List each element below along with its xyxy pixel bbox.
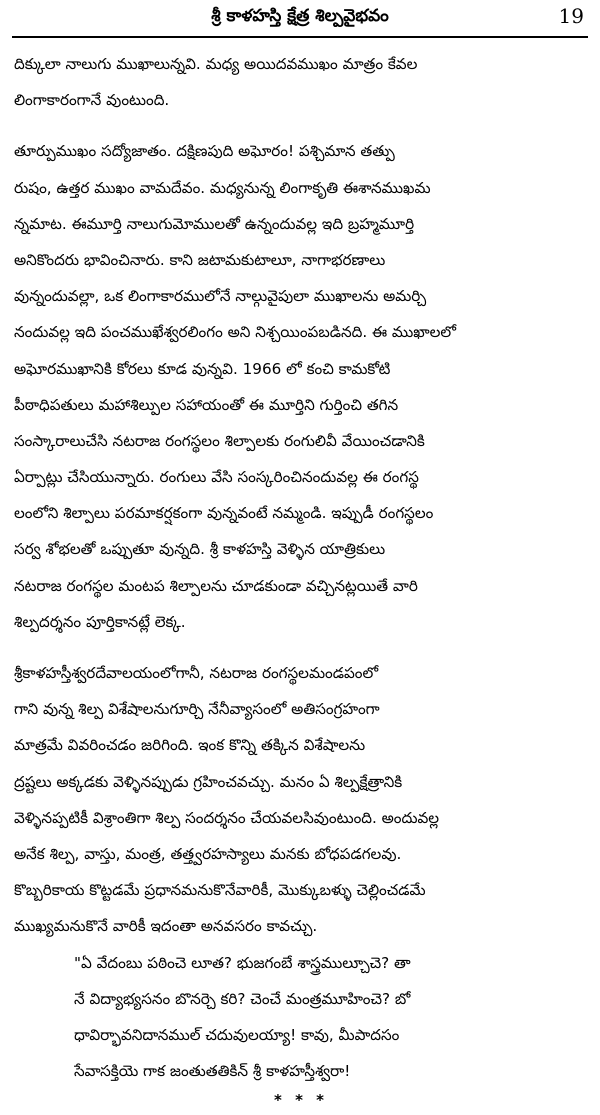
text-line: సర్వ శోభలతో ఒప్పుతూ వున్నది. శ్రీ కాళహస్తి వెళ్ళిన యాత్రికులు	[14, 540, 386, 559]
text-line: అనేక శిల్ప, వాస్తు, మంత్ర, తత్త్వరహస్యాలు మనకు బోధపడగలవు.	[14, 844, 402, 863]
text-line: ఏర్పాట్లు చేసియున్నారు. రంగులు వేసి సంస్కరించినందువల్ల ఈ రంగస్థ	[14, 468, 419, 487]
verse-line: సేవాసక్తియె గాక జంతుతతికిన్ శ్రీ కాళహస్తీశ్వరా!	[74, 1062, 351, 1081]
verse-line: "ఏ వేదంబు పఠించె లూత? భుజగంబే శాస్త్రముల్చూచె? తా	[74, 953, 411, 972]
paragraph-1	[14, 46, 588, 118]
text-line: లింగాకారంగానే వుంటుంది.	[14, 91, 170, 110]
paragraph-gap	[14, 640, 588, 655]
text-line: వున్నందువల్లా, ఒక లింగాకారములోనే నాల్గువైపులా ముఖాలను అమర్చి	[14, 287, 427, 306]
text-line: సంస్కారాలుచేసి నటరాజ రంగస్థలం శిల్పాలకు రంగులివీ వేయించడానికి	[14, 431, 425, 450]
text-line: లంలోని శిల్పాలు పరమాకర్షకంగా వున్నవంటే నమ్మండి. ఇప్పుడీ రంగస్థలం	[14, 504, 434, 523]
text-line: తూర్పుముఖం సద్యోజాతం. దక్షిణపుది అఘోరం! పశ్చిమాన తత్పు	[14, 142, 395, 161]
verse-line: నే విద్యాభ్యసనం బొనర్చె కరి? చెంచే మంత్రమూహించె? బో	[74, 989, 411, 1008]
paragraph-3	[14, 655, 588, 945]
text-line: నందువల్ల ఇది పంచముఖేశ్వరలింగం అని నిశ్చయింపబడినది. ఈ ముఖాలలో	[14, 323, 456, 342]
text-line: మాత్రమే వివరించడం జరిగింది. ఇంక కొన్ని తక్కిన విశేషాలను	[14, 736, 366, 755]
text-line: కొబ్బరికాయ కొట్టడమే ప్రధానమనుకొనేవారికీ, మొక్కుబళ్ళు చెల్లించడమే	[14, 881, 426, 900]
paragraph-gap	[14, 118, 588, 133]
verse-line: ధావిర్భావనిదానముల్ చదువులయ్యా! కావు, మీపాదసం	[74, 1025, 400, 1044]
text-line: న్నమాట. ఈమూర్తి నాలుగుమోములతో ఉన్నందువల్ల ఇది బ్రహ్మమూర్తి	[14, 214, 415, 233]
text-line: నటరాజ రంగస్థల మంటప శిల్పాలను చూడకుండా వచ్చినట్లయితే వారి	[14, 576, 418, 595]
text-line: శ్రీకాళహస్తీశ్వరదేవాలయంలోగానీ, నటరాజ రంగస్థలమండపంలో	[14, 664, 379, 682]
text-line: రుషం, ఉత్తర ముఖం వామదేవం. మధ్యనున్న లింగాకృతి ఈశానముఖమ	[14, 178, 431, 197]
text-line: గాని వున్న శిల్ప విశేషాలనుగూర్చి నేనీవ్యాసంలో అతిసంగ్రహంగా	[14, 700, 380, 719]
text-line: ముఖ్యమనుకొనే వారికీ ఇదంతా అనవసరం కావచ్చు.	[14, 917, 318, 936]
running-title: శ్రీ కాళహస్తి క్షేత్ర శిల్పవైభవం	[211, 6, 389, 26]
text-line: పీఠాధిపతులు మహాశిల్పుల సహాయంతో ఈ మూర్తిని గుర్తించి తగిన	[14, 395, 399, 414]
text-line: అఘోరముఖానికి కోరలు కూడ వున్నవి. 1966 లో కంచి కామకోటి	[14, 359, 391, 378]
text-line: వెళ్ళినప్పటికీ విశ్రాంతిగా శిల్ప సందర్శనం చేయవలసివుంటుంది. అందువల్ల	[14, 808, 440, 827]
page-header	[0, 0, 600, 44]
page-number: 19	[558, 4, 584, 28]
header-rule	[12, 36, 588, 38]
text-line: అనికొందరు భావించినారు. కాని జటామకుటాలూ, నాగాభరణాలు	[14, 250, 386, 269]
section-end-marker: * * *	[274, 1091, 328, 1110]
page-body	[14, 46, 588, 1115]
text-line: శిల్పదర్శనం పూర్తికానట్లే లెక్క.	[14, 612, 186, 631]
text-line: దిక్కులా నాలుగు ముఖాలున్నవి. మధ్య అయిదవముఖం మాత్రం కేవల	[14, 55, 418, 73]
verse-block	[14, 945, 588, 1090]
text-line: ద్రష్టలు అక్కడకు వెళ్ళినప్పుడు గ్రహించవచ్చు. మనం ఏ శిల్పక్షేత్రానికి	[14, 772, 403, 791]
paragraph-2	[14, 133, 588, 640]
